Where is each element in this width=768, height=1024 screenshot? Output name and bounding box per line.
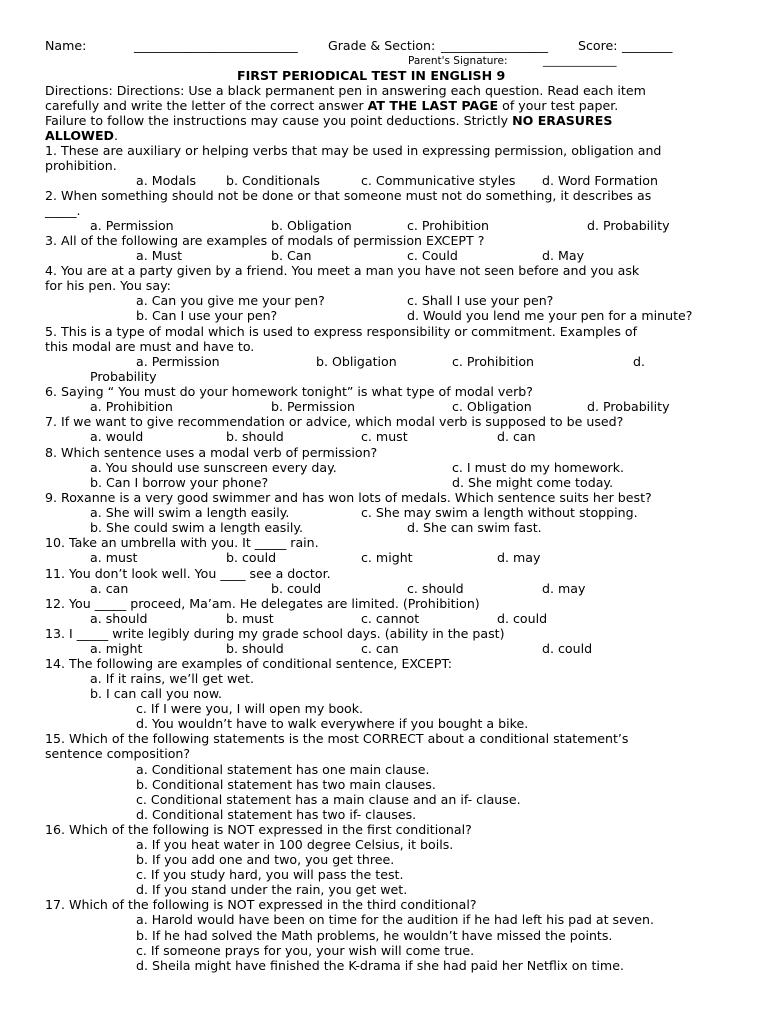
question-16-choice-b: b. If you add one and two, you get three.: [136, 852, 395, 867]
question-17-choice-d: d. Sheila might have finished the K-drama if she had paid her Netflix on time.: [136, 958, 624, 973]
score-label: Score:: [578, 38, 618, 53]
question-4-stem: for his pen. You say:: [45, 278, 171, 293]
question-17-choice-a: a. Harold would have been on time for the audition if he had left his pad at seven.: [136, 912, 655, 927]
question-2-choice-b: b. Obligation: [271, 218, 352, 233]
question-8-choice-a: a. You should use sunscreen every day.: [90, 460, 337, 475]
question-1-choice-c: c. Communicative styles: [361, 173, 516, 188]
question-5-choice-c: c. Prohibition: [452, 354, 535, 369]
question-7-choice-d: d. can: [497, 429, 536, 444]
test-title: FIRST PERIODICAL TEST IN ENGLISH 9: [237, 68, 506, 83]
question-15-choice-a: a. Conditional statement has one main clause.: [136, 762, 430, 777]
question-6-choice-c: c. Obligation: [452, 399, 532, 414]
parent-signature-blank: ______________: [543, 55, 617, 67]
question-11-choice-a: a. can: [90, 581, 129, 596]
question-12-stem: 12. You _____ proceed, Ma’am. He delegates are limited. (Prohibition): [45, 596, 480, 611]
question-9-choice-d: d. She can swim fast.: [407, 520, 542, 535]
question-9-stem: 9. Roxanne is a very good swimmer and has won lots of medals. Which sentence suits her best?: [45, 490, 652, 505]
question-16-choice-a: a. If you heat water in 100 degree Celsius, it boils.: [136, 837, 454, 852]
question-14-choice-c: c. If I were you, I will open my book.: [136, 701, 364, 716]
question-6-choice-a: a. Prohibition: [90, 399, 173, 414]
question-5-choice-a: a. Permission: [136, 354, 220, 369]
question-17-choice-b: b. If he had solved the Math problems, he wouldn’t have missed the points.: [136, 928, 613, 943]
question-4-stem: 4. You are at a party given by a friend. You meet a man you have not seen before and you ask: [45, 263, 640, 278]
question-14-stem: 14. The following are examples of conditional sentence, EXCEPT:: [45, 656, 453, 671]
question-5-choice-b: b. Obligation: [316, 354, 397, 369]
question-5-stem: 5. This is a type of modal which is used to express responsibility or commitment. Examples of: [45, 324, 638, 339]
question-8-choice-c: c. I must do my homework.: [452, 460, 625, 475]
question-2-choice-d: d. Probability: [587, 218, 670, 233]
question-13-choice-a: a. might: [90, 641, 143, 656]
question-5-choice-d-text: Probability: [90, 369, 157, 384]
question-1-choice-d: d. Word Formation: [542, 173, 658, 188]
question-15-choice-c: c. Conditional statement has a main clause and an if- clause.: [136, 792, 521, 807]
question-15-stem: sentence composition?: [45, 746, 191, 761]
question-7-choice-a: a. would: [90, 429, 144, 444]
question-7-choice-b: b. should: [226, 429, 284, 444]
question-12-choice-a: a. should: [90, 611, 148, 626]
parent-signature-label: Parent's Signature:: [408, 55, 508, 67]
directions-line: Failure to follow the instructions may cause you point deductions. Strictly NO ERASURES: [45, 113, 613, 128]
question-14-choice-b: b. I can call you now.: [90, 686, 222, 701]
question-6-choice-b: b. Permission: [271, 399, 355, 414]
question-3-choice-c: c. Could: [407, 248, 458, 263]
question-11-choice-d: d. may: [542, 581, 586, 596]
grade-section-blank: _________________: [441, 38, 549, 53]
question-16-choice-d: d. If you stand under the rain, you get wet.: [136, 882, 408, 897]
question-2-stem: 2. When something should not be done or that someone must not do something, it describes as: [45, 188, 652, 203]
question-4-choice-c: c. Shall I use your pen?: [407, 293, 554, 308]
directions-line: Directions: Directions: Use a black permanent pen in answering each question. Read each item: [45, 83, 646, 98]
question-6-stem: 6. Saying “ You must do your homework tonight” is what type of modal verb?: [45, 384, 533, 399]
question-1-stem: prohibition.: [45, 158, 117, 173]
question-1-choice-b: b. Conditionals: [226, 173, 320, 188]
question-13-choice-c: c. can: [361, 641, 399, 656]
question-8-stem: 8. Which sentence uses a modal verb of permission?: [45, 445, 378, 460]
question-10-choice-a: a. must: [90, 550, 138, 565]
question-14-choice-d: d. You wouldn’t have to walk everywhere if you bought a bike.: [136, 716, 529, 731]
name-blank: __________________________: [134, 38, 298, 53]
question-17-stem: 17. Which of the following is NOT expressed in the third conditional?: [45, 897, 477, 912]
question-7-stem: 7. If we want to give recommendation or advice, which modal verb is supposed to be used?: [45, 414, 624, 429]
question-13-choice-b: b. should: [226, 641, 284, 656]
question-15-choice-b: b. Conditional statement has two main clauses.: [136, 777, 436, 792]
question-16-stem: 16. Which of the following is NOT expressed in the first conditional?: [45, 822, 472, 837]
question-2-stem: _____.: [45, 203, 81, 218]
name-label: Name:: [45, 38, 87, 53]
question-7-choice-c: c. must: [361, 429, 408, 444]
question-5-stem: this modal are must and have to.: [45, 339, 255, 354]
question-9-choice-b: b. She could swim a length easily.: [90, 520, 304, 535]
question-15-choice-d: d. Conditional statement has two if- clauses.: [136, 807, 417, 822]
question-10-choice-c: c. might: [361, 550, 413, 565]
question-13-stem: 13. I _____ write legibly during my grade school days. (ability in the past): [45, 626, 505, 641]
question-12-choice-c: c. cannot: [361, 611, 420, 626]
question-15-stem: 15. Which of the following statements is the most CORRECT about a conditional statement’s: [45, 731, 629, 746]
question-16-choice-c: c. If you study hard, you will pass the test.: [136, 867, 404, 882]
question-17-choice-c: c. If someone prays for you, your wish will come true.: [136, 943, 475, 958]
question-10-choice-d: d. may: [497, 550, 541, 565]
question-3-choice-d: d. May: [542, 248, 585, 263]
question-2-choice-a: a. Permission: [90, 218, 174, 233]
question-8-choice-d: d. She might come today.: [452, 475, 614, 490]
directions-line: ALLOWED.: [45, 128, 119, 143]
question-5-choice-d: d.: [633, 354, 645, 369]
question-3-choice-b: b. Can: [271, 248, 312, 263]
grade-section-label: Grade & Section:: [328, 38, 436, 53]
question-6-choice-d: d. Probability: [587, 399, 670, 414]
question-9-choice-a: a. She will swim a length easily.: [90, 505, 290, 520]
question-9-choice-c: c. She may swim a length without stopping.: [361, 505, 638, 520]
question-14-choice-a: a. If it rains, we’ll get wet.: [90, 671, 254, 686]
question-4-choice-d: d. Would you lend me your pen for a minute?: [407, 308, 693, 323]
directions-line: carefully and write the letter of the correct answer AT THE LAST PAGE of your test paper.: [45, 98, 619, 113]
question-3-stem: 3. All of the following are examples of modals of permission EXCEPT ?: [45, 233, 485, 248]
question-3-choice-a: a. Must: [136, 248, 183, 263]
question-2-choice-c: c. Prohibition: [407, 218, 490, 233]
question-1-choice-a: a. Modals: [136, 173, 197, 188]
score-blank: ________: [622, 38, 673, 53]
question-10-choice-b: b. could: [226, 550, 277, 565]
question-4-choice-a: a. Can you give me your pen?: [136, 293, 325, 308]
question-13-choice-d: d. could: [542, 641, 593, 656]
question-10-stem: 10. Take an umbrella with you. It _____ rain.: [45, 535, 319, 550]
question-11-choice-b: b. could: [271, 581, 322, 596]
question-8-choice-b: b. Can I borrow your phone?: [90, 475, 269, 490]
question-11-stem: 11. You don’t look well. You ____ see a doctor.: [45, 566, 331, 581]
question-4-choice-b: b. Can I use your pen?: [136, 308, 278, 323]
question-1-stem: 1. These are auxiliary or helping verbs that may be used in expressing permission, obligation and: [45, 143, 662, 158]
question-11-choice-c: c. should: [407, 581, 464, 596]
question-12-choice-d: d. could: [497, 611, 548, 626]
question-12-choice-b: b. must: [226, 611, 274, 626]
